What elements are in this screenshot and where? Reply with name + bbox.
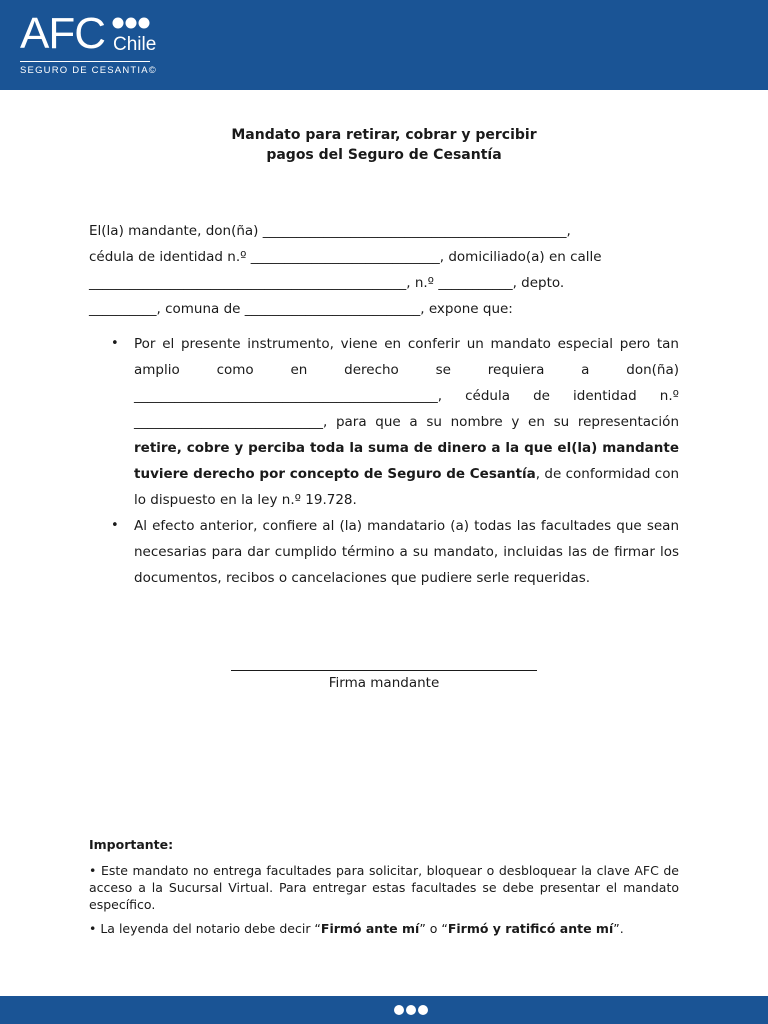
mandante-line-2: cédula de identidad n.º ____________________________, domiciliado(a) en calle <box>89 249 602 265</box>
clause-2-text: Al efecto anterior, confiere al (la) mandatario (a) todas las facultades que sean necesarias para dar cumplido término a su mandato, incluidas las de firmar los documentos, recibos o cancelaciones que pudiere serle requeridas. <box>134 518 679 586</box>
note-2-bold-1: Firmó ante mí <box>320 921 420 936</box>
clause-1-bold: retire, cobre y perciba toda la suma de dinero a la que el(la) mandante tuviere derecho por concepto de Seguro de Cesantía <box>134 440 679 482</box>
footer-bar <box>0 996 768 1024</box>
important-note-1: • Este mandato no entrega facultades para solicitar, bloquear o desbloquear la clave AFC de acceso a la Sucursal Virtual. Para entregar estas facultades se debe presentar el mandato específico. <box>89 863 679 912</box>
document-title <box>0 125 768 165</box>
clause-1-text: Por el presente instrumento, viene en conferir un mandato especial pero tan amplio como en derecho se requiera a don(ña) _____________________________________________, cédula de identidad n.º ____________________________, para que a su nombre y en su representación <box>134 336 679 430</box>
note-2-suffix: ”. <box>613 921 624 936</box>
bullet-icon: • <box>111 518 119 533</box>
title-line-1: Mandato para retirar, cobrar y percibir <box>231 127 537 143</box>
clause-2 <box>89 513 679 591</box>
mandate-clauses <box>89 331 679 591</box>
clause-1 <box>89 331 679 513</box>
mandante-line-1: El(la) mandante, don(ña) _____________________________________________, <box>89 223 571 239</box>
important-note-2 <box>89 920 679 937</box>
afc-chile-logo <box>20 9 157 76</box>
footer-dots-icon <box>393 1004 429 1016</box>
bullet-icon: • <box>111 336 119 351</box>
signature-label: Firma mandante <box>328 675 440 691</box>
header-bar <box>0 0 768 90</box>
mandante-paragraph <box>89 218 679 322</box>
note-2-prefix: • La leyenda del notario debe decir “ <box>89 921 321 936</box>
logo-afc-text: AFC <box>20 9 105 58</box>
signature-line <box>231 670 537 671</box>
title-line-2: pagos del Seguro de Cesantía <box>266 147 502 163</box>
note-2-bold-2: Firmó y ratificó ante mí <box>447 921 614 936</box>
mandante-line-4: __________, comuna de __________________________, expone que: <box>89 301 513 317</box>
logo-chile-text: Chile <box>113 34 157 55</box>
note-2-mid: ” o “ <box>419 921 448 936</box>
important-notes <box>89 836 679 944</box>
logo-tagline: SEGURO DE CESANTIA© <box>20 65 157 76</box>
logo-divider <box>20 61 150 62</box>
important-title: Importante: <box>89 837 174 852</box>
mandante-line-3: _______________________________________________, n.º ___________, depto. <box>89 275 565 291</box>
clause-1-end: , de conformidad con lo dispuesto en la ley n.º 19.728. <box>134 466 680 508</box>
logo-dots-icon <box>112 17 152 29</box>
